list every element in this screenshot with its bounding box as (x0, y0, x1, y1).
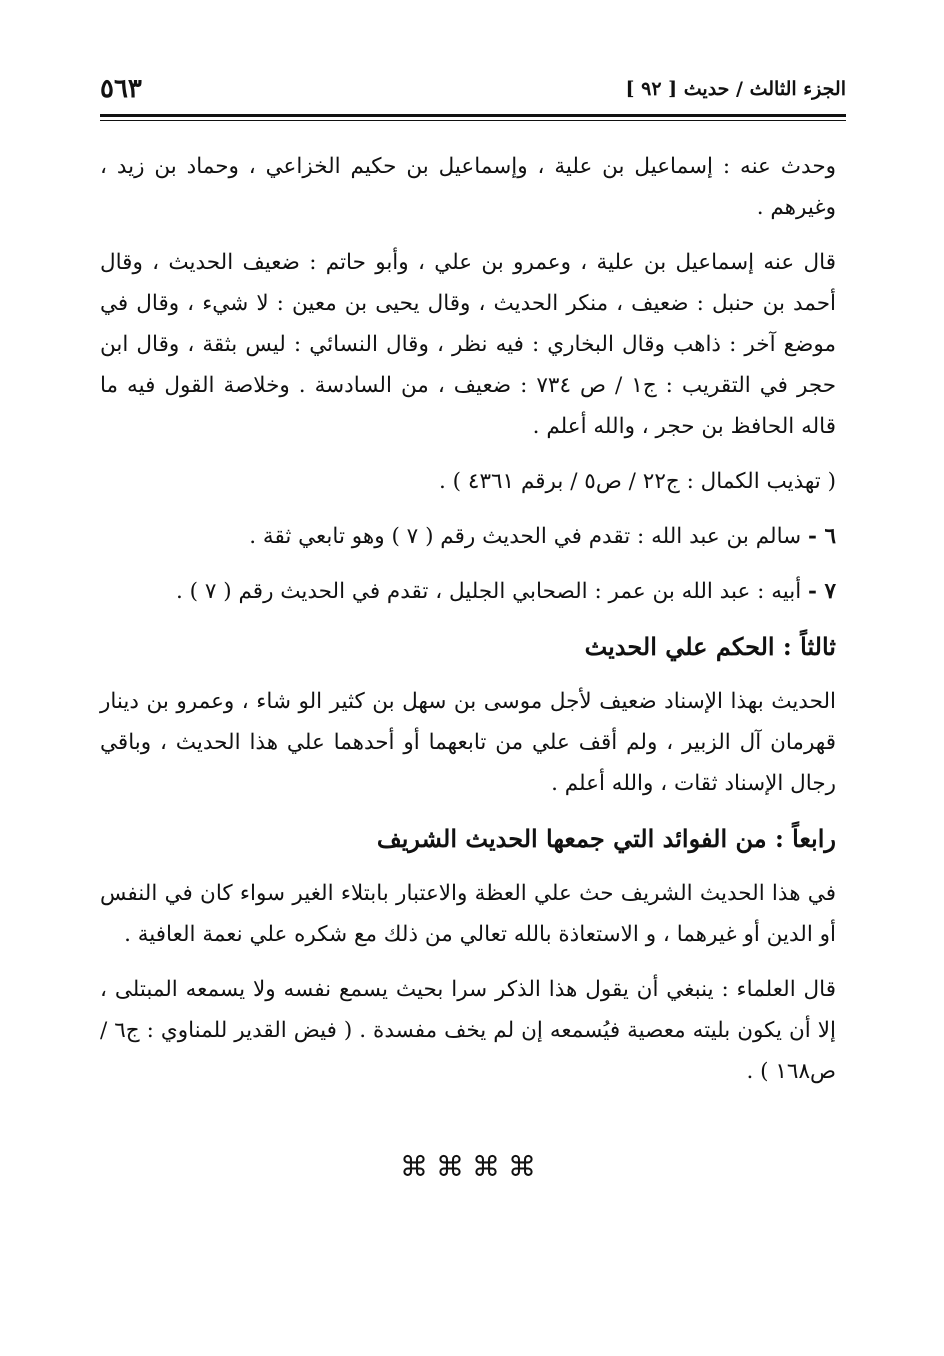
page-body (100, 146, 836, 1106)
section-heading-ruling: ثالثاً : الحكم علي الحديث (584, 632, 836, 661)
paragraph-narrated-by: وحدث عنه : إسماعيل بن علية ، وإسماعيل بن حكيم الخزاعي ، وحماد بن زيد ، وغيرهم . (100, 154, 836, 220)
paragraph-reference: ( تهذيب الكمال : ج٢٢ / ص٥ / برقم ٤٣٦١ ) . (439, 469, 836, 494)
header-rule (100, 114, 846, 121)
narrator-text: سالم بن عبد الله : تقدم في الحديث رقم ( ٧ ) وهو تابعي ثقة . (249, 524, 802, 549)
page-header (100, 68, 846, 110)
narrator-number: ٧ - (808, 579, 836, 604)
narrator-text: أبيه : عبد الله بن عمر : الصحابي الجليل ، تقدم في الحديث رقم ( ٧ ) . (175, 579, 802, 604)
narrator-item (100, 571, 836, 612)
page-number: ٥٦٣ (100, 74, 142, 104)
paragraph-benefits: في هذا الحديث الشريف حث علي العظة والاعتبار بابتلاء الغير سواء كان في النفس أو الدين أو غيرهما ، و الاستعاذة بالله تعالي من ذلك مع شكره علي نعمة العافية . (100, 881, 836, 947)
paragraph-scholars: قال العلماء : ينبغي أن يقول هذا الذكر سرا بحيث يسمع نفسه ولا يسمعه المبتلى ، إلا أن يكون بليته معصية فيُسمعه إن لم يخف مفسدة . ( فيض القدير للمناوي : ج٦ / ص١٦٨ ) . (100, 977, 836, 1084)
narrator-number: ٦ - (808, 524, 836, 549)
narrator-item (100, 516, 836, 557)
paragraph-ruling: الحديث بهذا الإسناد ضعيف لأجل موسى بن سهل بن كثير الو شاء ، وعمرو بن دينار قهرمان آل الزبير ، ولم أقف علي من تابعهما أو أحدهما علي هذا الحديث ، وباقي رجال الإسناد ثقات ، والله أعلم . (100, 689, 836, 796)
ornament-divider: ⌘⌘⌘⌘ (400, 1150, 544, 1183)
running-title: الجزء الثالث / حديث [ ٩٢ ] (625, 78, 846, 100)
section-heading-benefits: رابعاً : من الفوائد التي جمعها الحديث الشريف (376, 824, 836, 853)
paragraph-critique: قال عنه إسماعيل بن علية ، وعمرو بن علي ، وأبو حاتم : ضعيف الحديث ، وقال أحمد بن حنبل : ضعيف ، منكر الحديث ، وقال يحيى بن معين : لا شيء ، وقال في موضع آخر : ذاهب وقال البخاري : فيه نظر ، وقال النسائي : ليس بثقة ، وقال ابن حجر في التقريب : ج١ / ص ٧٣٤ : ضعيف ، من السادسة . وخلاصة القول فيه ما قاله الحافظ بن حجر ، والله أعلم . (100, 250, 836, 439)
